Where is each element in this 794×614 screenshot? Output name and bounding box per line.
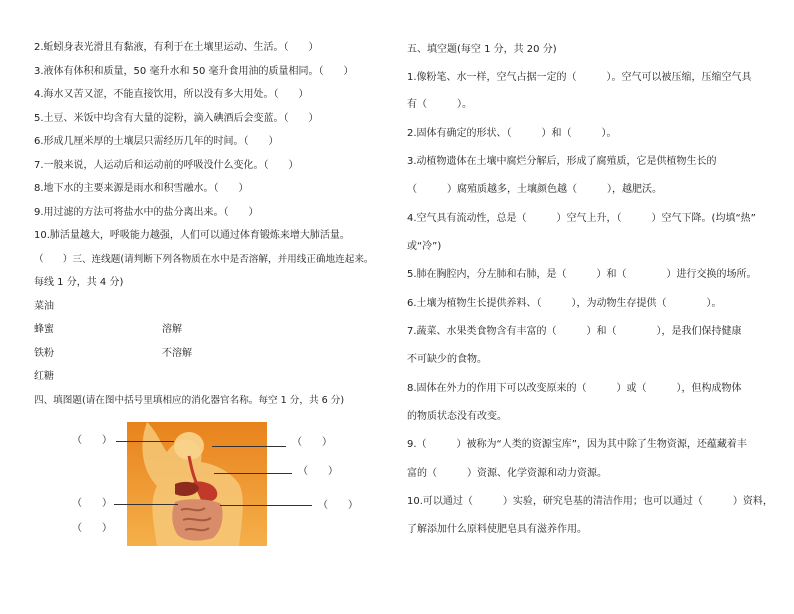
section5-title: 五、填空题(每空 1 分，共 20 分) bbox=[407, 44, 557, 55]
leader-line bbox=[116, 441, 174, 442]
section3-title: （ ）三、连线题(请判断下列各物质在水中是否溶解，并用线正确地连起来。 bbox=[34, 254, 374, 265]
fill-line-13: 的物质状态没有改变。 bbox=[407, 411, 507, 422]
fill-line-5: （ ）腐殖质越多，土壤颜色越（ ），越肥沃。 bbox=[407, 184, 662, 195]
option-dissolve: 溶解 bbox=[162, 324, 182, 335]
judgement-item-5: 5.土豆、米饭中均含有大量的淀粉，滴入碘酒后会变蓝。（ ） bbox=[34, 113, 319, 124]
fill-line-12: 8.固体在外力的作用下可以改变原来的（ ）或（ ），但构成物体 bbox=[407, 383, 742, 394]
leader-line bbox=[214, 473, 292, 474]
judgement-item-10: 10.肺活量越大，呼吸能力越强，人们可以通过体育锻炼来增大肺活量。 bbox=[34, 230, 350, 241]
fill-line-7: 或“冷”) bbox=[407, 241, 442, 252]
fill-line-10: 7.蔬菜、水果类食物含有丰富的（ ）和（ ），是我们保持健康 bbox=[407, 326, 742, 337]
judgement-item-8: 8.地下水的主要来源是雨水和积雪融水。（ ） bbox=[34, 183, 249, 194]
figure-blank-right-3[interactable]: （ ） bbox=[318, 500, 358, 511]
fill-line-3: 2.固体有确定的形状、（ ）和（ ）。 bbox=[407, 128, 617, 139]
judgement-item-9: 9.用过滤的方法可将盐水中的盐分离出来。（ ） bbox=[34, 207, 259, 218]
substance-oil: 菜油 bbox=[34, 301, 54, 312]
fill-line-4: 3.动植物遗体在土壤中腐烂分解后，形成了腐殖质，它是供植物生长的 bbox=[407, 156, 717, 167]
figure-blank-right-2[interactable]: （ ） bbox=[298, 466, 338, 477]
fill-line-14: 9.（ ）被称为“人类的资源宝库”，因为其中除了生物资源，还蕴藏着丰 bbox=[407, 439, 747, 450]
substance-honey: 蜂蜜 bbox=[34, 324, 54, 335]
figure-blank-left-3[interactable]: （ ） bbox=[72, 523, 112, 534]
fill-line-9: 6.土壤为植物生长提供养料、（ ），为动物生存提供（ ）。 bbox=[407, 298, 722, 309]
judgement-item-3: 3.液体有体积和质量，50 毫升水和 50 毫升食用油的质量相同。（ ） bbox=[34, 66, 354, 77]
fill-line-1: 1.像粉笔、水一样，空气占据一定的（ ）。空气可以被压缩，压缩空气具 bbox=[407, 72, 752, 83]
leader-line bbox=[220, 505, 312, 506]
fill-line-6: 4.空气具有流动性，总是（ ）空气上升，（ ）空气下降。(均填“热” bbox=[407, 213, 756, 224]
judgement-item-2: 2.蚯蚓身表光滑且有黏液，有利于在土壤里运动、生活。（ ） bbox=[34, 42, 319, 53]
figure-blank-left-1[interactable]: （ ） bbox=[72, 435, 112, 446]
fill-line-15: 富的（ ）资源、化学资源和动力资源。 bbox=[407, 468, 607, 479]
judgement-item-4: 4.海水又苦又涩，不能直接饮用，所以没有多大用处。（ ） bbox=[34, 89, 309, 100]
leader-line bbox=[212, 446, 286, 447]
fill-line-2: 有（ ）。 bbox=[407, 99, 472, 110]
judgement-item-6: 6.形成几厘米厚的土壤层只需经历几年的时间。（ ） bbox=[34, 136, 279, 147]
section3-scoring: 每线 1 分，共 4 分) bbox=[34, 277, 124, 288]
figure-blank-left-2[interactable]: （ ） bbox=[72, 498, 112, 509]
leader-line bbox=[114, 504, 178, 505]
fill-line-16: 10.可以通过（ ）实验，研究皂基的清洁作用；也可以通过（ ）资料， bbox=[407, 496, 773, 507]
fill-line-8: 5.肺在胸腔内，分左肺和右肺，是（ ）和（ ）进行交换的场所。 bbox=[407, 269, 757, 280]
substance-brown-sugar: 红糖 bbox=[34, 371, 54, 382]
judgement-item-7: 7.一般来说，人运动后和运动前的呼吸没什么变化。（ ） bbox=[34, 160, 299, 171]
section4-title: 四、填图题(请在图中括号里填相应的消化器官名称。每空 1 分，共 6 分) bbox=[34, 395, 345, 406]
fill-line-17: 了解添加什么原料使肥皂具有滋养作用。 bbox=[407, 524, 587, 535]
option-not-dissolve: 不溶解 bbox=[162, 348, 192, 359]
substance-iron-powder: 铁粉 bbox=[34, 348, 54, 359]
fill-line-11: 不可缺少的食物。 bbox=[407, 354, 487, 365]
figure-blank-right-1[interactable]: （ ） bbox=[292, 437, 332, 448]
